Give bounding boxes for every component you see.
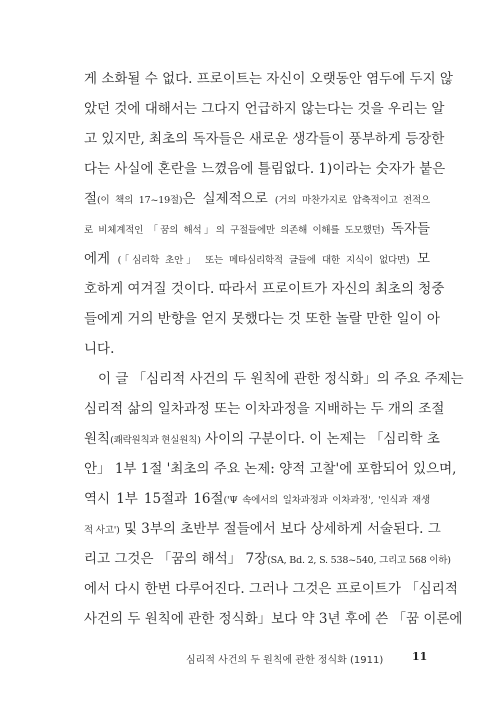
text-line: 호하게 여겨질 것이다. 따라서 프로이트가 자신의 최초의 청중 <box>84 281 445 297</box>
text-line <box>84 184 430 214</box>
text-line: 고 있지만, 최초의 독자들은 새로운 생각들이 풍부하게 등장한 <box>84 131 445 147</box>
text-line: 사건의 두 원칙에 관한 정식화」보다 약 3년 후에 쓴 「꿈 이론에 <box>84 611 463 627</box>
text-line: 심리적 삶의 일차과정 또는 이차과정을 지배하는 두 개의 조절 <box>84 401 445 417</box>
text-run: 모 <box>409 251 430 267</box>
parenthetical-note: (거의 마찬가지로 압축적이고 전적으 <box>274 195 430 206</box>
text-run: 사이의 구분이다. 이 논제는 「심리학 초 <box>200 431 440 447</box>
parenthetical-note: (「심리학 초안」 또는 메타심리학적 글들에 대한 지식이 없다면) <box>117 255 410 266</box>
text-run: 독자들 <box>384 221 430 237</box>
text-line <box>84 214 430 244</box>
page-number: 11 <box>412 650 428 663</box>
parenthetical-note: 적 사고') <box>84 525 120 536</box>
text-line: 에서 다시 한번 다루어진다. 그러나 그것은 프로이트가 「심리적 <box>84 581 458 597</box>
text-line: 았던 것에 대해서는 그다지 언급하지 않는다는 것을 우리는 알 <box>84 101 445 117</box>
text-run: 역시 1부 15절과 16절 <box>84 491 224 507</box>
text-line: 니다. <box>84 341 115 357</box>
text-line <box>84 514 441 544</box>
running-head: 심리적 사건의 두 원칙에 관한 정식화 (1911) <box>186 655 384 666</box>
text-line <box>84 544 451 574</box>
text-run: 및 3부의 초반부 절들에서 보다 상세하게 서술된다. 그 <box>119 521 441 537</box>
text-line <box>84 424 440 454</box>
text-line <box>84 244 430 274</box>
parenthetical-note: (SA, Bd. 2, S. 538~540, 그리고 568 이하) <box>267 555 451 566</box>
text-run: 은 실제적으로 <box>182 191 275 207</box>
text-run: 절 <box>84 191 98 207</box>
parenthetical-note: (쾌락원칙과 현실원칙) <box>110 435 201 446</box>
text-run: 원칙 <box>84 431 111 447</box>
text-line: 이 글 「심리적 사건의 두 원칙에 관한 정식화」의 주요 주제는 <box>98 371 464 387</box>
text-run: 에게 <box>84 251 118 267</box>
text-line <box>84 484 430 514</box>
text-line: 게 소화될 수 없다. 프로이트는 자신이 오랫동안 염두에 두지 않 <box>84 71 453 87</box>
text-line: 들에게 거의 반향을 얻지 못했다는 것 또한 놀랄 만한 일이 아 <box>84 311 440 327</box>
text-run: 리고 그것은 「꿈의 해석」 7장 <box>84 551 268 567</box>
parenthetical-note: 로 비체계적인 「꿈의 해석」의 구절들에만 의존해 이해를 도모했던) <box>84 225 385 236</box>
body-text <box>84 64 464 634</box>
text-line: 다는 사실에 혼란을 느꼈음에 틀림없다. 1)이라는 숫자가 붙은 <box>84 161 446 177</box>
text-line: 안」 1부 1절 '최초의 주요 논제: 양적 고찰'에 포함되어 있으며, <box>84 461 457 477</box>
page-footer <box>0 651 500 671</box>
parenthetical-note: ('Ψ 속에서의 일차과정과 이차과정', '인식과 재생 <box>223 495 430 506</box>
parenthetical-note: (이 책의 17~19절) <box>97 195 183 206</box>
